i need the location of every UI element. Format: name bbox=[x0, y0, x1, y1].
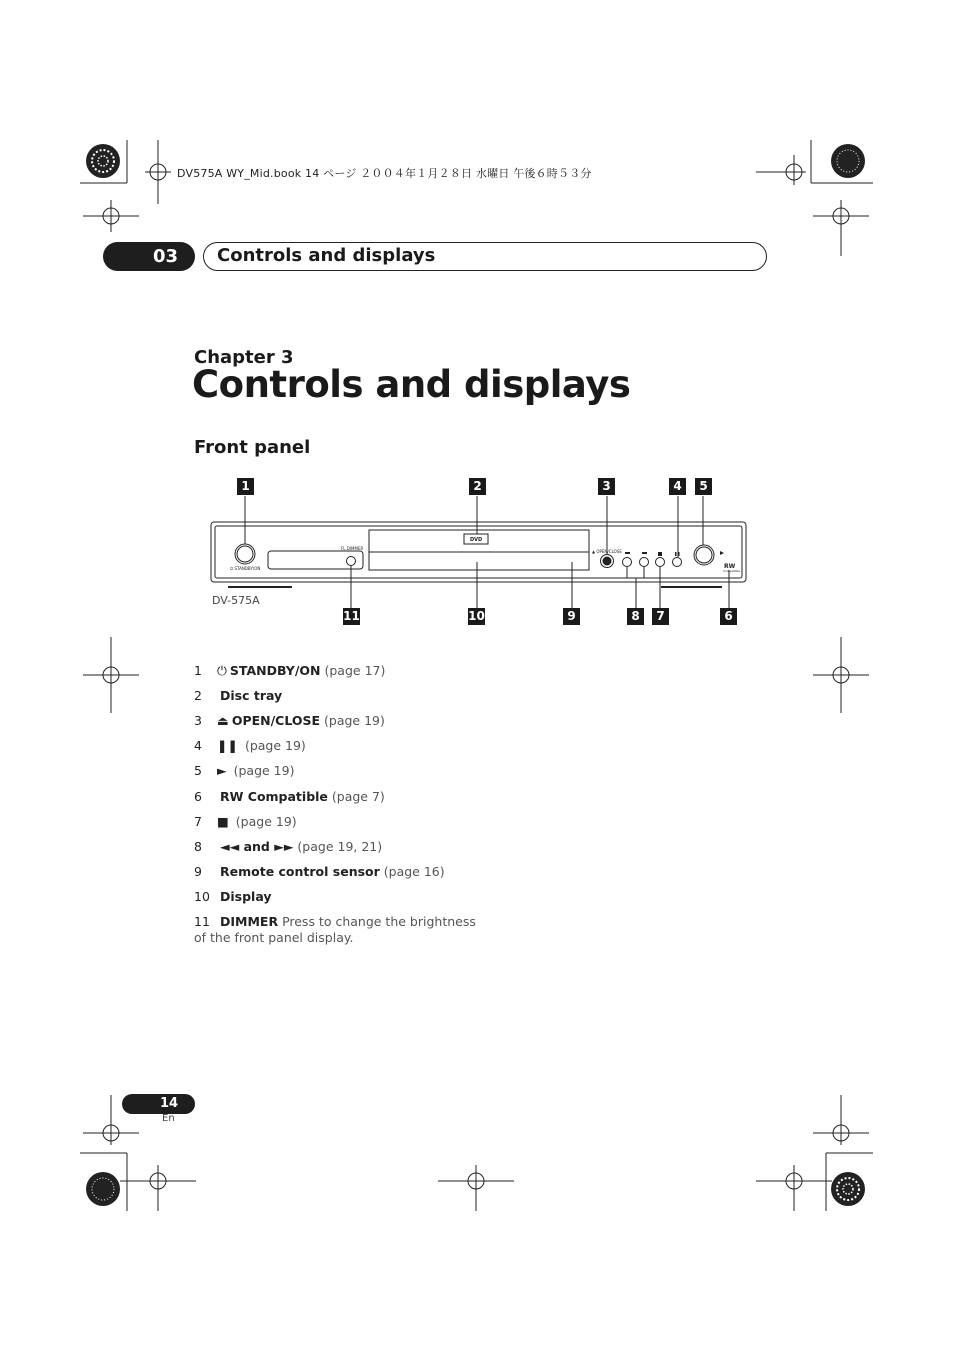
list-item bbox=[194, 663, 385, 679]
list-item bbox=[194, 763, 294, 779]
page-number-badge: 14 bbox=[122, 1094, 195, 1114]
list-item bbox=[194, 738, 306, 754]
list-item-ref: (page 19) bbox=[244, 738, 306, 753]
list-item-num: 1 bbox=[194, 663, 202, 678]
list-item-num: 5 bbox=[194, 763, 202, 778]
list-item-num: 3 bbox=[194, 713, 202, 728]
list-item-ref: (page 19) bbox=[324, 713, 385, 728]
list-item bbox=[194, 713, 385, 729]
list-item-ref: (page 19) bbox=[235, 814, 297, 829]
list-item-num: 7 bbox=[194, 814, 202, 829]
list-item-label: Display bbox=[220, 889, 272, 904]
section-title: Front panel bbox=[194, 437, 311, 458]
callout-bottom: 6 bbox=[720, 608, 737, 625]
list-item-label: Disc tray bbox=[220, 688, 283, 703]
open-close-panel-label: ▲ OPEN/CLOSE bbox=[592, 549, 622, 554]
list-item-icon: ► bbox=[217, 763, 227, 778]
list-item-num: 4 bbox=[194, 738, 202, 753]
list-item-num: 8 bbox=[194, 839, 202, 854]
list-item-ref: (page 19, 21) bbox=[297, 839, 383, 854]
list-item bbox=[194, 839, 382, 855]
list-item bbox=[194, 688, 282, 704]
list-item-label: ◄◄ and ►► bbox=[220, 839, 294, 854]
list-item-label: STANDBY/ON bbox=[229, 663, 321, 678]
list-item-icon: ⏻ bbox=[217, 663, 227, 678]
chapter-number-badge: 03 bbox=[103, 242, 195, 271]
callout-bottom: 9 bbox=[563, 608, 580, 625]
list-item bbox=[194, 914, 484, 946]
callout-top: 3 bbox=[598, 478, 615, 495]
list-item-icon: ■ bbox=[217, 814, 229, 829]
list-item bbox=[194, 814, 297, 830]
list-item-label: Remote control sensor bbox=[220, 864, 380, 879]
callout-top: 2 bbox=[469, 478, 486, 495]
list-item-icon: ❚❚ bbox=[217, 738, 238, 753]
page-language: En bbox=[162, 1113, 175, 1124]
list-item-num: 2 bbox=[194, 688, 202, 703]
list-item-ref: (page 19) bbox=[233, 763, 295, 778]
rw-logo: RW bbox=[724, 563, 736, 570]
print-file-header: DV575A WY_Mid.book 14 ページ ２００４年１月２８日 水曜日 午後６時５３分 bbox=[177, 167, 592, 180]
standby-panel-label: ⏻ STANDBY/ON bbox=[230, 566, 261, 571]
list-item-num: 9 bbox=[194, 864, 202, 879]
fl-dimmer-label: FL DIMMER bbox=[341, 546, 364, 551]
list-item-num: 10 bbox=[194, 889, 210, 904]
list-item-ref: (page 7) bbox=[331, 789, 385, 804]
list-item bbox=[194, 889, 272, 905]
callout-top: 4 bbox=[669, 478, 686, 495]
list-item-ref: Press to change the brightness of the front panel display. bbox=[194, 914, 476, 945]
callout-bottom: 10 bbox=[468, 609, 485, 623]
page-title: Controls and displays bbox=[192, 363, 631, 406]
chapter-label: Chapter 3 bbox=[194, 347, 294, 368]
callout-top: 5 bbox=[695, 478, 712, 495]
list-item-num: 6 bbox=[194, 789, 202, 804]
dvd-logo: DVD bbox=[470, 537, 483, 543]
rw-logo-subtitle: Compatible bbox=[723, 569, 741, 573]
callout-top: 1 bbox=[237, 478, 254, 495]
callout-bottom: 11 bbox=[343, 609, 360, 623]
list-item-label: RW Compatible bbox=[220, 789, 328, 804]
list-item bbox=[194, 789, 385, 805]
list-item bbox=[194, 864, 445, 880]
callout-bottom: 8 bbox=[627, 608, 644, 625]
list-item-num: 11 bbox=[194, 914, 210, 929]
callout-bottom: 7 bbox=[652, 608, 669, 625]
list-item-ref: (page 17) bbox=[324, 663, 386, 678]
header-chapter-title: Controls and displays bbox=[217, 245, 436, 266]
list-item-icon: ⏏ bbox=[217, 713, 229, 728]
list-item-label: DIMMER bbox=[220, 914, 279, 929]
model-label: DV-575A bbox=[212, 594, 260, 607]
list-item-ref: (page 16) bbox=[383, 864, 445, 879]
list-item-label: OPEN/CLOSE bbox=[231, 713, 321, 728]
